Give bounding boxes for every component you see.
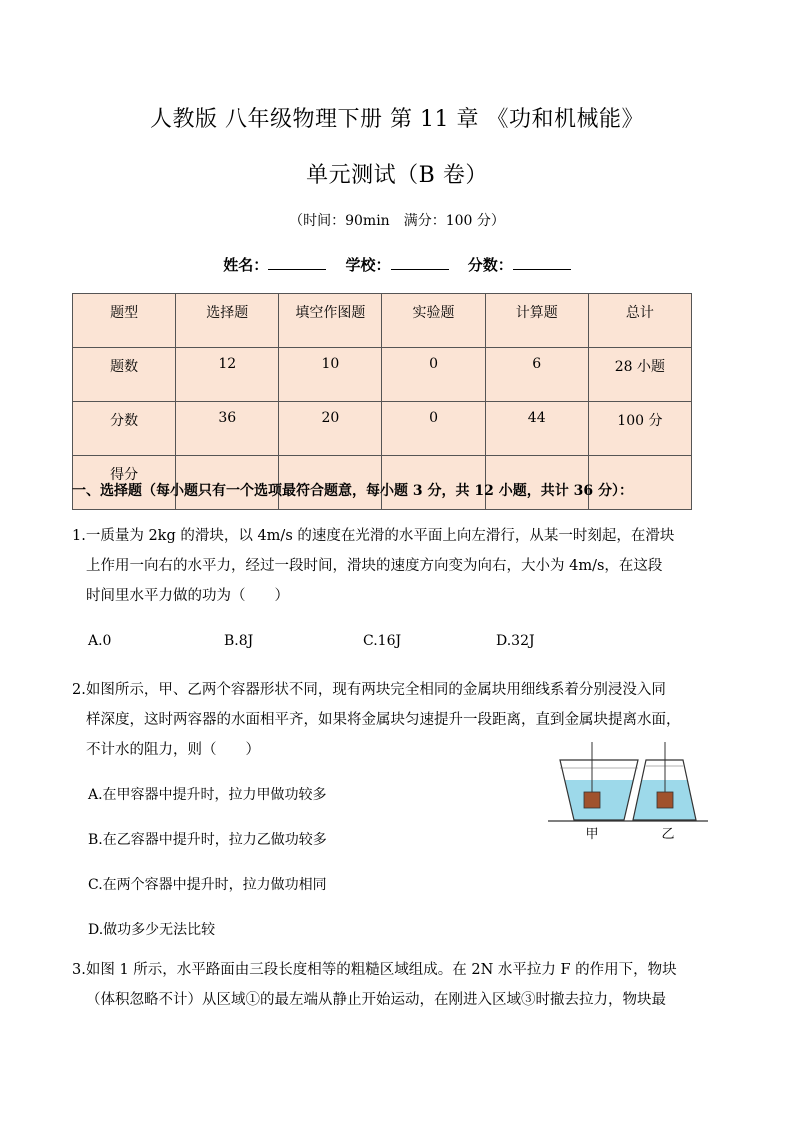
- table-cell: 12: [176, 348, 279, 402]
- score-blank[interactable]: [513, 255, 571, 270]
- question-1: [72, 521, 732, 611]
- table-cell: 0: [382, 348, 485, 402]
- table-cell: 实验题: [382, 294, 485, 348]
- question-text: 上作用一向右的水平力，经过一段时间，滑块的速度方向变为向右，大小为 4m/s，在这段: [86, 558, 663, 574]
- name-blank[interactable]: [268, 255, 326, 270]
- metal-block-yi: [657, 792, 673, 808]
- question-text: 样深度，这时两容器的水面相平齐，如果将金属块匀速提升一段距离，直到金属块提离水面，: [86, 712, 681, 728]
- question-text: 3.如图 1 所示，水平路面由三段长度相等的粗糙区域组成。在 2N 水平拉力 F 的作用下，物块: [72, 962, 677, 978]
- containers-figure: [548, 742, 708, 844]
- question-text: 不计水的阻力，则（ ）: [86, 742, 260, 758]
- label-jia: 甲: [585, 827, 599, 842]
- table-cell: 计算题: [485, 294, 588, 348]
- table-cell: 分数: [73, 402, 176, 456]
- page-subtitle: 单元测试（B 卷）: [306, 163, 488, 188]
- table-cell: 总计: [588, 294, 691, 348]
- option-b[interactable]: B.在乙容器中提升时，拉力乙做功较多: [88, 832, 327, 848]
- school-blank[interactable]: [391, 255, 449, 270]
- question-3: [72, 955, 732, 1015]
- table-cell: 得分: [73, 456, 176, 510]
- table-row: [73, 294, 692, 348]
- table-cell: 0: [382, 402, 485, 456]
- table-cell: 44: [485, 402, 588, 456]
- table-cell: 选择题: [176, 294, 279, 348]
- school-label: 学校：: [345, 256, 391, 274]
- score-table: [72, 293, 692, 510]
- table-cell: 题数: [73, 348, 176, 402]
- table-cell: 6: [485, 348, 588, 402]
- table-cell: 28 小题: [588, 348, 691, 402]
- table-row: [73, 348, 692, 402]
- page-title: 人教版 八年级物理下册 第 11 章 《功和机械能》: [150, 107, 644, 132]
- section-heading: 一、选择题（每小题只有一个选项最符合题意，每小题 3 分，共 12 小题，共计 36 分）：: [72, 483, 633, 499]
- question-text: 时间里水平力做的功为（ ）: [86, 588, 289, 604]
- metal-block-jia: [584, 792, 600, 808]
- table-row: [73, 402, 692, 456]
- table-cell: 100 分: [588, 402, 691, 456]
- score-label: 分数：: [467, 256, 513, 274]
- name-label: 姓名：: [223, 256, 269, 274]
- option-c[interactable]: C.在两个容器中提升时，拉力做功相同: [88, 877, 327, 893]
- option-a[interactable]: A.0: [88, 633, 112, 649]
- table-cell: 20: [279, 402, 382, 456]
- table-cell: 36: [176, 402, 279, 456]
- student-info-row: [0, 254, 794, 275]
- exam-time-info: （时间：90min 满分：100 分）: [289, 213, 505, 229]
- question-text: 1.一质量为 2kg 的滑块，以 4m/s 的速度在光滑的水平面上向左滑行，从某一时刻起，在滑块: [72, 528, 675, 544]
- option-d[interactable]: D.32J: [496, 633, 535, 649]
- label-yi: 乙: [661, 827, 675, 842]
- option-b[interactable]: B.8J: [224, 633, 254, 649]
- table-cell: 填空作图题: [279, 294, 382, 348]
- table-cell: 题型: [73, 294, 176, 348]
- table-cell: 10: [279, 348, 382, 402]
- question-text: 2.如图所示，甲、乙两个容器形状不同，现有两块完全相同的金属块用细线系着分别浸没入同: [72, 682, 666, 698]
- question-text: （体积忽略不计）从区域①的最左端从静止开始运动，在刚进入区域③时撤去拉力，物块最: [86, 992, 666, 1008]
- option-a[interactable]: A.在甲容器中提升时，拉力甲做功较多: [88, 787, 327, 803]
- option-d[interactable]: D.做功多少无法比较: [88, 922, 216, 938]
- option-c[interactable]: C.16J: [363, 633, 402, 649]
